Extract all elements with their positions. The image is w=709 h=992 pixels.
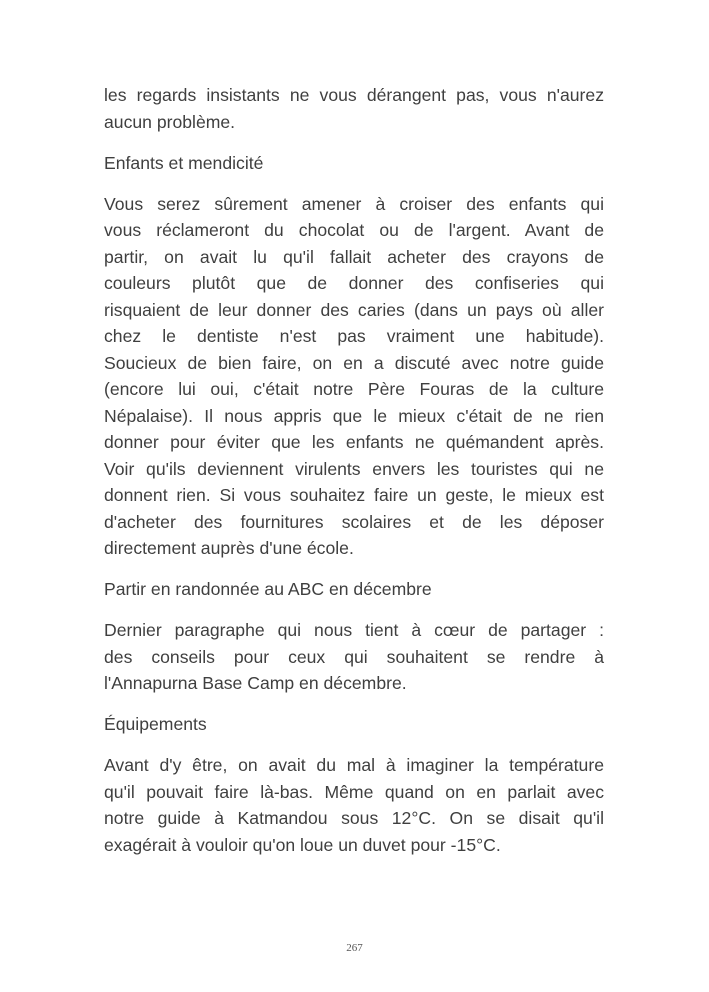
text-line: Vous serez sûrement amener à croiser des enfants qui — [104, 193, 604, 214]
text-line: Partir en randonnée au ABC en décembre — [104, 579, 432, 599]
text-line: Dernier paragraphe qui nous tient à cœur de partager : — [104, 620, 604, 640]
text-line: risquaient de leur donner des caries (dans un pays où aller — [104, 299, 604, 320]
text-line: Avant d'y être, on avait du mal à imaginer la température — [104, 755, 604, 775]
page-body — [104, 82, 604, 873]
text-line: notre guide à Katmandou sous 12°C. On se disait qu'il — [104, 808, 604, 828]
paragraph — [104, 82, 604, 135]
text-line: d'acheter des fournitures scolaires et de les déposer — [104, 511, 604, 532]
text-line: donner pour éviter que les enfants ne quémandent après. — [104, 432, 604, 452]
section-heading — [104, 711, 604, 738]
text-line: couleurs plutôt que de donner des confiseries qui — [104, 273, 604, 293]
text-line: chez le dentiste n'est pas vraiment une habitude). — [104, 326, 604, 346]
section-heading — [104, 150, 604, 177]
text-line: qu'il pouvait faire là-bas. Même quand on en parlait avec — [104, 781, 604, 802]
paragraph — [104, 752, 604, 858]
text-line: vous réclameront du chocolat ou de l'argent. Avant de — [104, 220, 604, 240]
text-line: Voir qu'ils deviennent virulents envers les touristes qui ne — [104, 458, 604, 479]
text-line: Népalaise). Il nous appris que le mieux c'était de ne rien — [104, 405, 604, 426]
text-line: Soucieux de bien faire, on en a discuté avec notre guide — [104, 352, 604, 373]
text-line: donnent rien. Si vous souhaitez faire un geste, le mieux est — [104, 485, 604, 505]
paragraph — [104, 617, 604, 697]
text-line: l'Annapurna Base Camp en décembre. — [104, 673, 407, 693]
text-line: partir, on avait lu qu'il fallait acheter des crayons de — [104, 246, 604, 267]
text-line: Équipements — [104, 714, 207, 734]
text-line: directement auprès d'une école. — [104, 538, 354, 558]
text-line: (encore lui oui, c'était notre Père Fouras de la culture — [104, 379, 604, 399]
text-line: Enfants et mendicité — [104, 152, 264, 173]
page-number: 267 — [346, 942, 363, 954]
paragraph — [104, 191, 604, 562]
section-heading — [104, 576, 604, 603]
text-line: aucun problème. — [104, 111, 236, 132]
text-line: des conseils pour ceux qui souhaitent se rendre à — [104, 646, 604, 667]
text-line: les regards insistants ne vous dérangent pas, vous n'aurez — [104, 85, 604, 105]
text-line: exagérait à vouloir qu'on loue un duvet pour -15°C. — [104, 834, 501, 855]
